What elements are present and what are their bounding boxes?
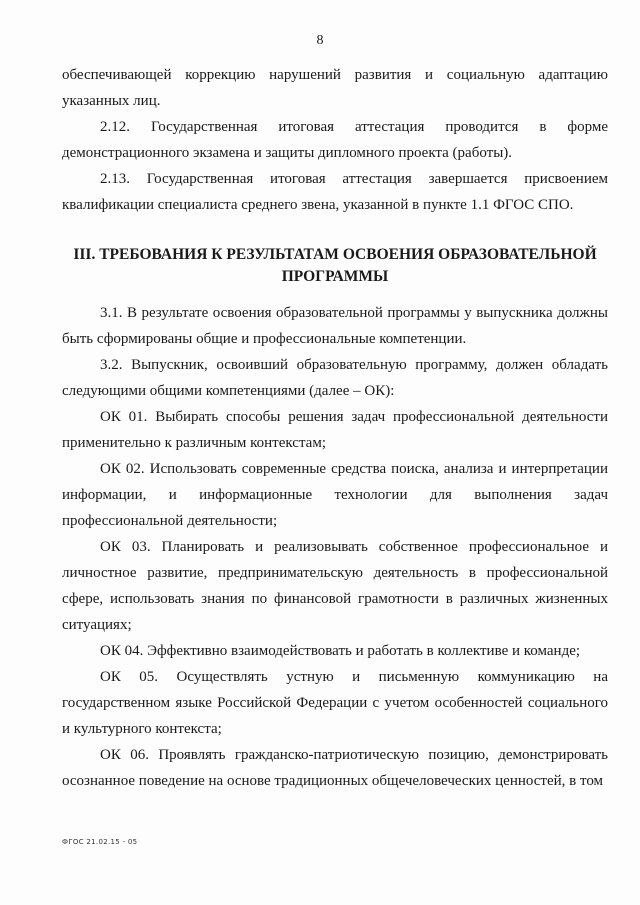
paragraph-2-12: 2.12. Государственная итоговая аттестация проводится в форме демонстрационного экзамена и защиты дипломного проекта (работы). <box>62 119 608 161</box>
paragraph-3-2: 3.2. Выпускник, освоивший образовательную программу, должен обладать следующими общими компетенциями (далее – ОК): <box>62 357 608 399</box>
section-spacer <box>62 218 608 244</box>
competency-ok-05: ОК 05. Осуществлять устную и письменную коммуникацию на государственном языке Российской Федерации с учетом особенностей социального и культурного контекста; <box>62 669 608 737</box>
competency-ok-02: ОК 02. Использовать современные средства поиска, анализа и интерпретации информации, и информационные технологии для выполнения задач профессиональной деятельности; <box>62 461 608 529</box>
competency-ok-06: ОК 06. Проявлять гражданско-патриотическую позицию, демонстрировать осознанное поведение на основе традиционных общечеловеческих ценностей, в том <box>62 747 608 789</box>
competency-ok-01: ОК 01. Выбирать способы решения задач профессиональной деятельности применительно к различным контекстам; <box>62 409 608 451</box>
competency-ok-04: ОК 04. Эффективно взаимодействовать и работать в коллективе и команде; <box>100 643 581 659</box>
document-body <box>62 62 608 794</box>
section-heading: III. ТРЕБОВАНИЯ К РЕЗУЛЬТАТАМ ОСВОЕНИЯ ОБРАЗОВАТЕЛЬНОЙ ПРОГРАММЫ <box>73 246 597 285</box>
footer-document-code: ФГОС 21.02.15 - 05 <box>62 838 138 846</box>
competency-ok-03: ОК 03. Планировать и реализовывать собственное профессиональное и личностное развитие, предпринимательскую деятельность в профессиональной сфере, использовать знания по финансовой грамотности в различных жизненных ситуациях; <box>62 539 608 633</box>
paragraph-3-1: 3.1. В результате освоения образовательной программы у выпускника должны быть сформированы общие и профессиональные компетенции. <box>62 305 608 347</box>
page-number: 8 <box>316 33 324 48</box>
paragraph-2-13: 2.13. Государственная итоговая аттестация завершается присвоением квалификации специалиста среднего звена, указанной в пункте 1.1 ФГОС СПО. <box>62 171 608 213</box>
paragraph-continuation: обеспечивающей коррекцию нарушений развития и социальную адаптацию указанных лиц. <box>62 67 608 109</box>
